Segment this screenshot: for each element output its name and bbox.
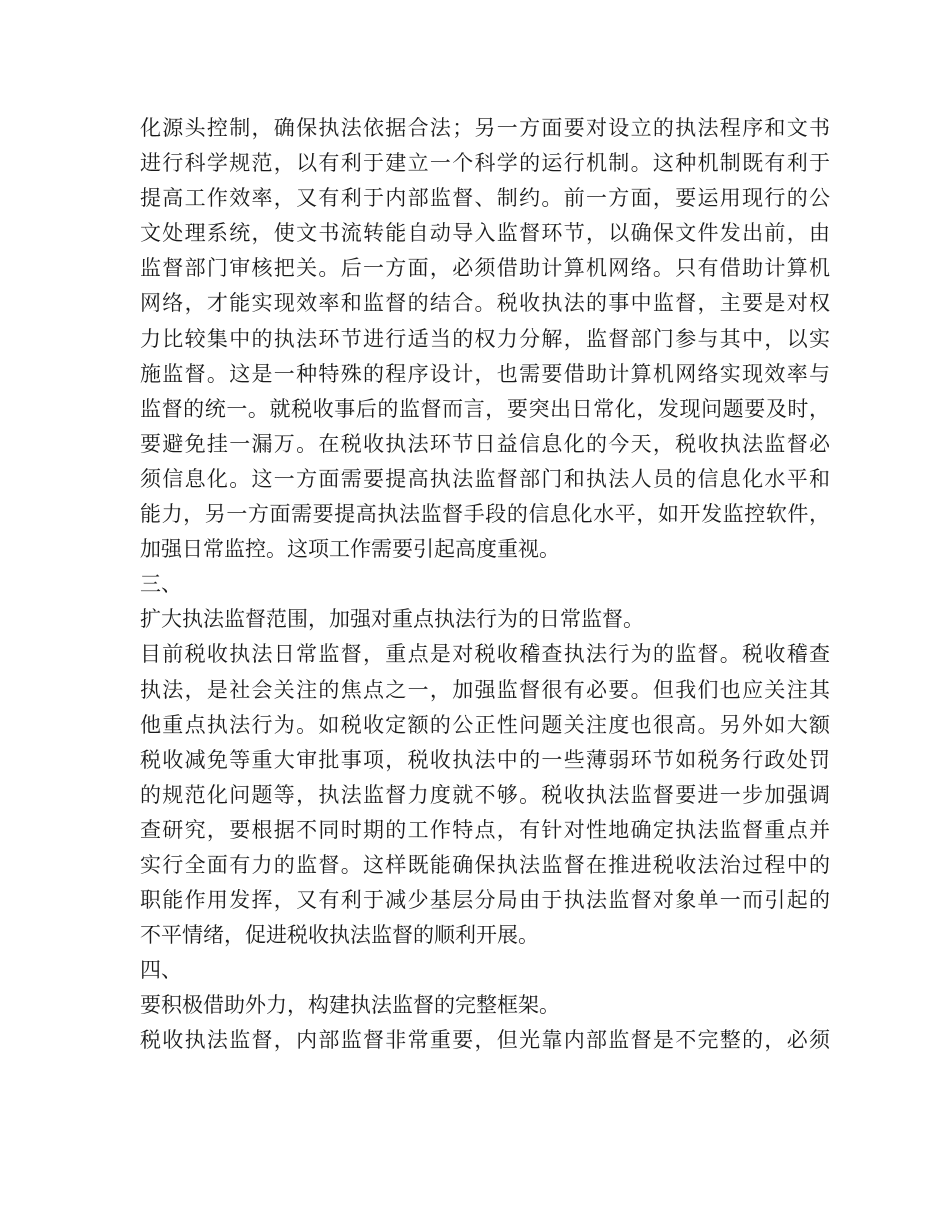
text-line: 加强日常监控。这项工作需要引起高度重视。 xyxy=(140,537,560,562)
text-line: 实行全面有力的监督。这样既能确保执法监督在推进税收法治过程中的 xyxy=(140,852,830,877)
text-line: 四、 xyxy=(140,958,182,983)
text-line: 能力，另一方面需要提高执法监督手段的信息化水平，如开发监控软件， xyxy=(140,502,830,527)
text-line: 税收减免等重大审批事项，税收执法中的一些薄弱环节如税务行政处罚 xyxy=(140,747,830,772)
text-line: 查研究，要根据不同时期的工作特点，有针对性地确定执法监督重点并 xyxy=(140,817,830,842)
text-line: 网络，才能实现效率和监督的结合。税收执法的事中监督，主要是对权 xyxy=(140,291,830,316)
text-line: 要积极借助外力，构建执法监督的完整框架。 xyxy=(140,993,560,1018)
text-line: 要避免挂一漏万。在税收执法环节日益信息化的今天，税收执法监督必 xyxy=(140,431,830,456)
text-line: 职能作用发挥，又有利于减少基层分局由于执法监督对象单一而引起的 xyxy=(140,888,830,913)
text-line: 目前税收执法日常监督，重点是对税收稽查执法行为的监督。税收稽查 xyxy=(140,642,830,667)
text-line: 须信息化。这一方面需要提高执法监督部门和执法人员的信息化水平和 xyxy=(140,466,830,491)
text-line: 监督部门审核把关。后一方面，必须借助计算机网络。只有借助计算机 xyxy=(140,256,830,281)
text-line: 扩大执法监督范围，加强对重点执法行为的日常监督。 xyxy=(140,607,644,632)
text-line: 执法，是社会关注的焦点之一，加强监督很有必要。但我们也应关注其 xyxy=(140,677,830,702)
text-line: 力比较集中的执法环节进行适当的权力分解，监督部门参与其中，以实 xyxy=(140,326,830,351)
text-line: 他重点执法行为。如税收定额的公正性问题关注度也很高。另外如大额 xyxy=(140,712,830,737)
text-line: 三、 xyxy=(140,572,182,597)
text-line: 税收执法监督，内部监督非常重要，但光靠内部监督是不完整的，必须 xyxy=(140,1028,830,1053)
document-page xyxy=(140,111,830,1059)
text-line: 提高工作效率，又有利于内部监督、制约。前一方面，要运用现行的公 xyxy=(140,186,830,211)
text-line: 不平情绪，促进税收执法监督的顺利开展。 xyxy=(140,923,539,948)
text-line: 文处理系统，使文书流转能自动导入监督环节，以确保文件发出前，由 xyxy=(140,221,830,246)
text-line: 的规范化问题等，执法监督力度就不够。税收执法监督要进一步加强调 xyxy=(140,782,830,807)
text-line: 监督的统一。就税收事后的监督而言，要突出日常化，发现问题要及时， xyxy=(140,396,830,421)
text-line: 施监督。这是一种特殊的程序设计，也需要借助计算机网络实现效率与 xyxy=(140,361,830,386)
text-line: 化源头控制，确保执法依据合法；另一方面要对设立的执法程序和文书 xyxy=(140,116,830,140)
text-line: 进行科学规范，以有利于建立一个科学的运行机制。这种机制既有利于 xyxy=(140,151,830,176)
